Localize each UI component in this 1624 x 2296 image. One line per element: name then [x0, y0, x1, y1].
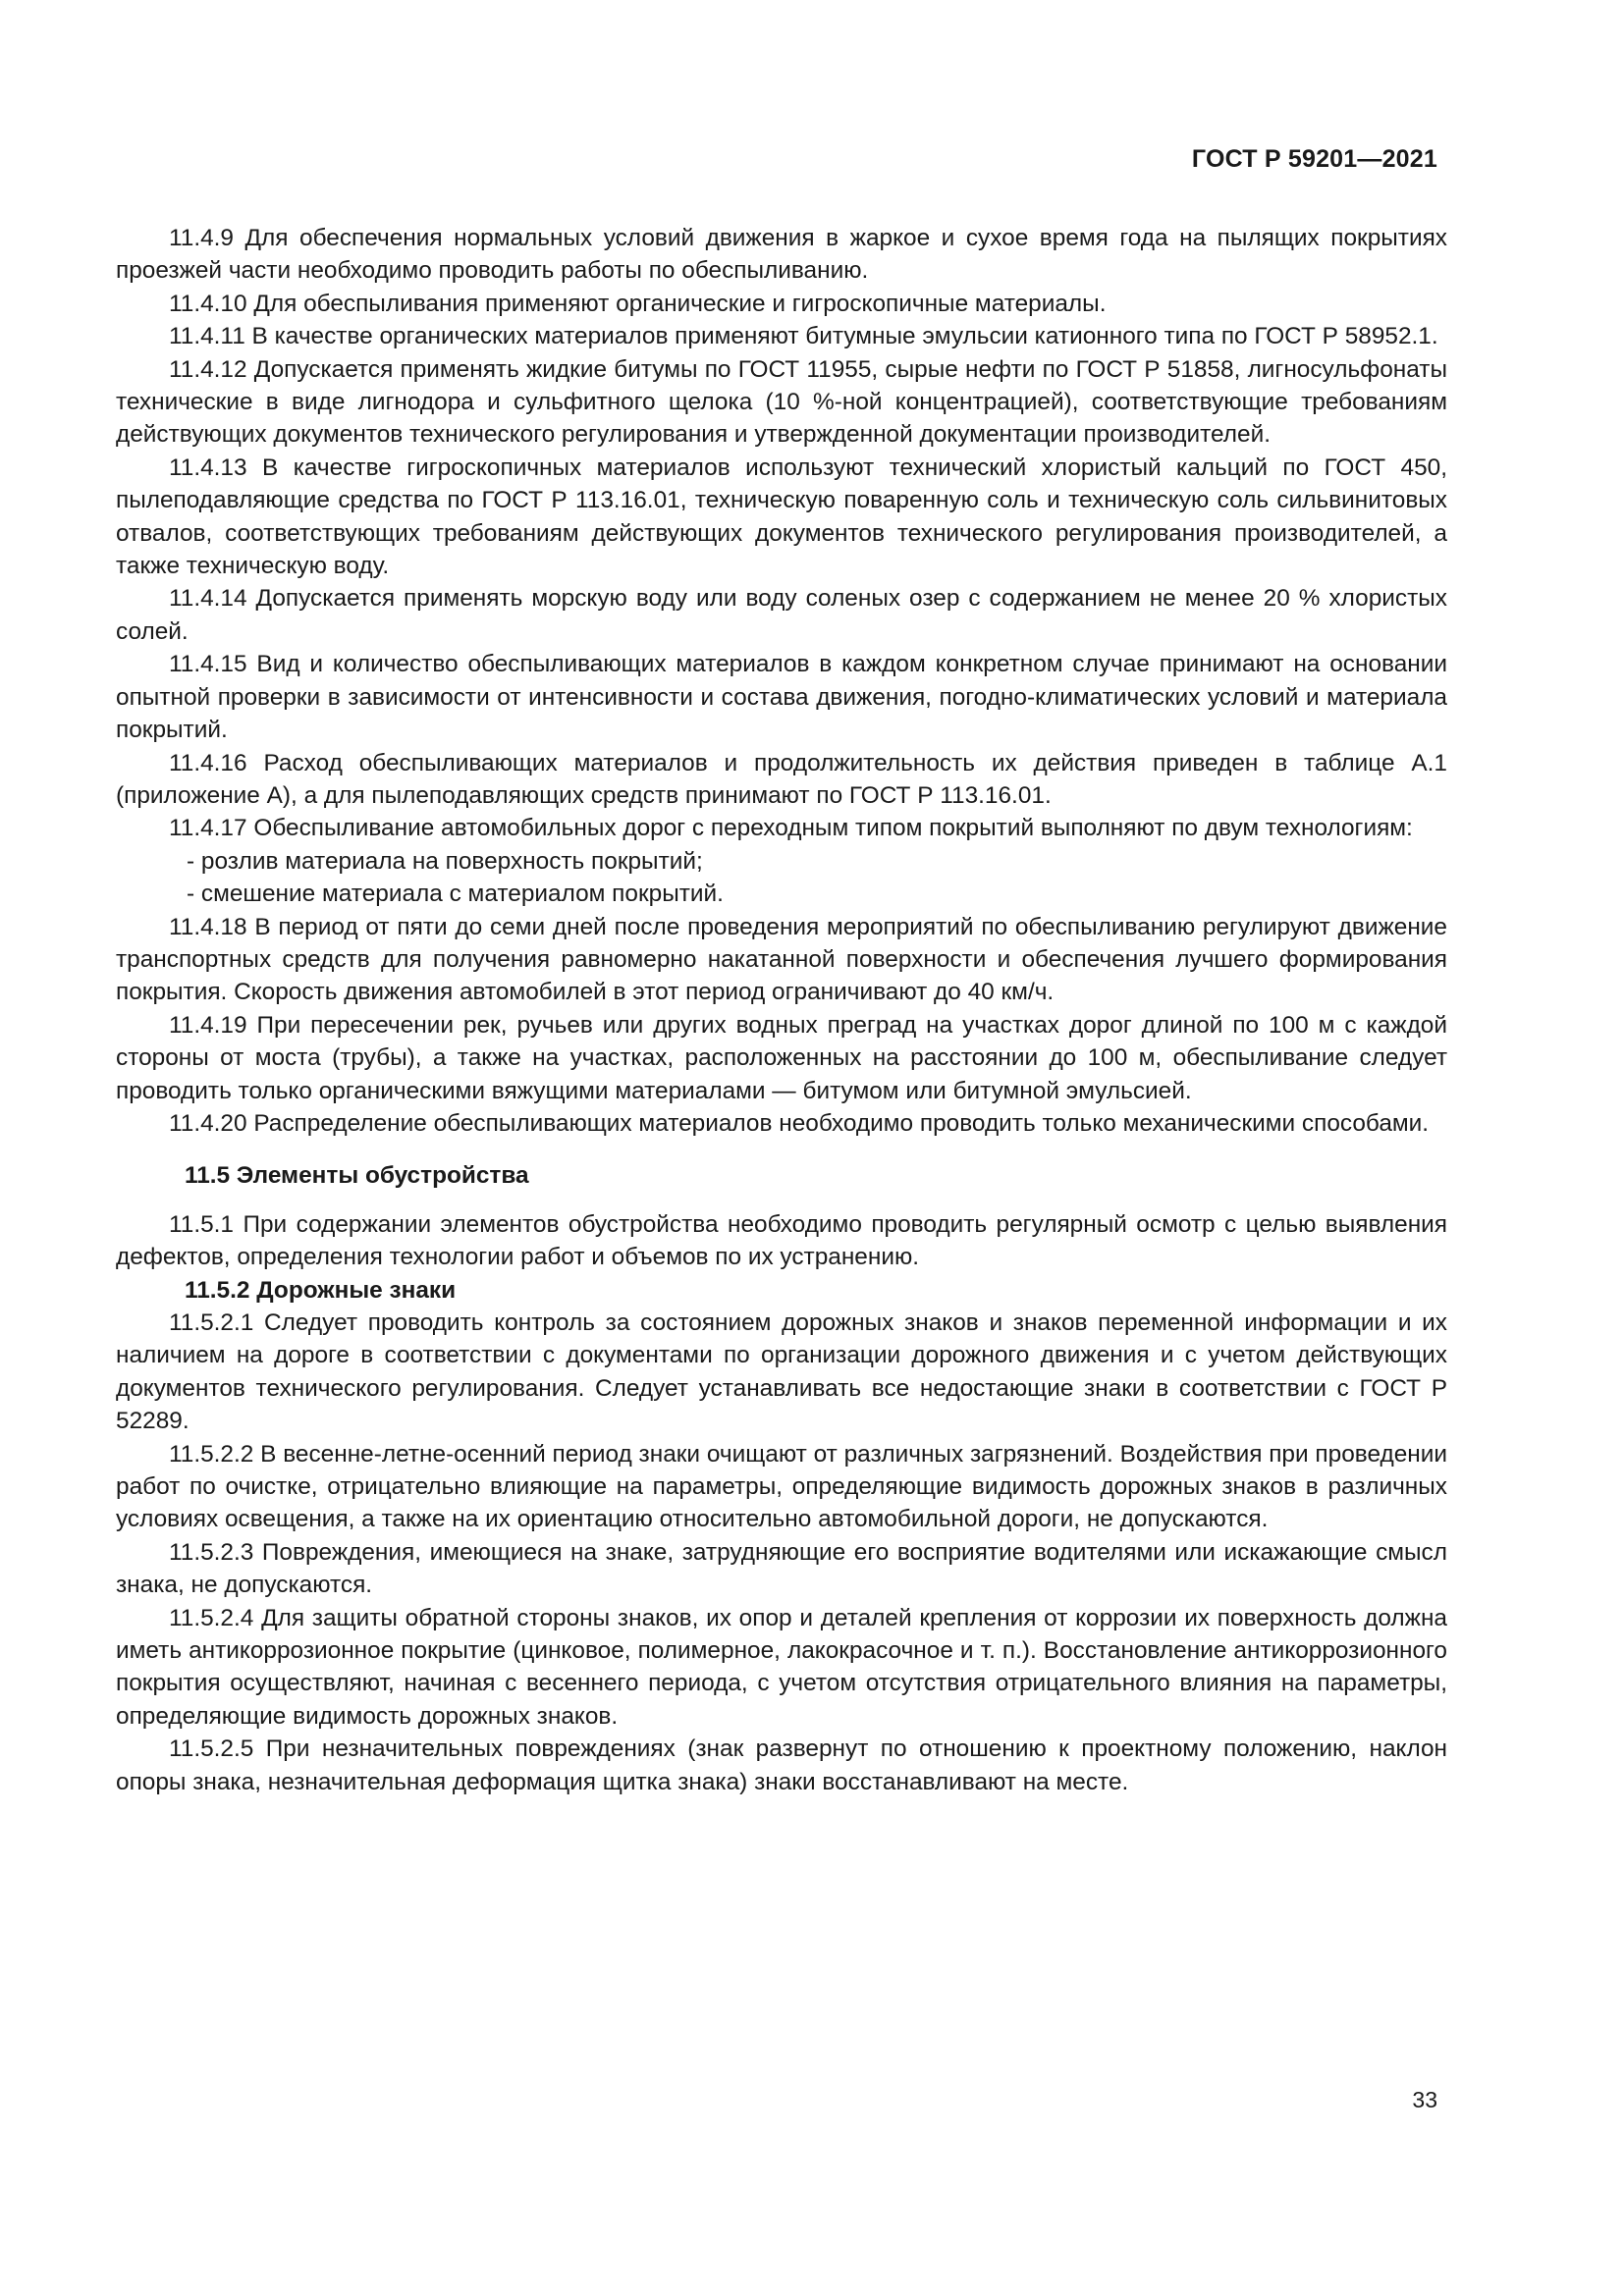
paragraph-11-5-1: 11.5.1 При содержании элементов обустройства необходимо проводить регулярный осмотр с целью выявления дефектов, определения технологии работ и объемов по их устранению. [116, 1210, 1447, 1271]
paragraph-11-5-2-4: 11.5.2.4 Для защиты обратной стороны знаков, их опор и деталей крепления от коррозии их поверхность должна иметь антикоррозионное покрытие (цинковое, полимерное, лакокрасочное и т. п.). Восстановление антикоррозионного покрытия осуществляют, начиная с весеннего периода, с учетом отсутствия отрицательного влияния на параметры, определяющие видимость дорожных знаков. [116, 1604, 1447, 1730]
page-body [116, 222, 1447, 1798]
paragraph-11-4-17: 11.4.17 Обеспыливание автомобильных дорог с переходным типом покрытий выполняют по двум технологиям: [169, 815, 1413, 842]
paragraph-11-4-18: 11.4.18 В период от пяти до семи дней после проведения мероприятий по обеспыливанию регулируют движение транспортных средств для получения равномерно накатанной поверхности и обеспечения лучшего формирования покрытия. Скорость движения автомобилей в этот период ограничивают до 40 км/ч. [116, 913, 1447, 1006]
paragraph-11-5-2-5: 11.5.2.5 При незначительных повреждениях (знак развернут по отношению к проектному положению, наклон опоры знака, незначительная деформация щитка знака) знаки восстанавливают на месте. [116, 1735, 1447, 1795]
document-id-header: ГОСТ Р 59201—2021 [1191, 145, 1437, 173]
paragraph-11-4-20: 11.4.20 Распределение обеспыливающих материалов необходимо проводить только механическими способами. [169, 1109, 1430, 1137]
paragraph-11-4-15: 11.4.15 Вид и количество обеспыливающих материалов в каждом конкретном случае принимают на основании опытной проверки в зависимости от интенсивности и состава движения, погодно-климатических условий и материала покрытий. [116, 651, 1447, 744]
section-heading-11-5: 11.5 Элементы обустройства [185, 1162, 529, 1190]
page-number: 33 [1412, 2087, 1437, 2112]
subsection-heading-11-5-2: 11.5.2 Дорожные знаки [185, 1276, 457, 1304]
paragraph-11-4-11: 11.4.11 В качестве органических материалов применяют битумные эмульсии катионного типа по ГОСТ Р 58952.1. [169, 323, 1438, 350]
paragraph-11-5-2-2: 11.5.2.2 В весенне-летне-осенний период знаки очищают от различных загрязнений. Воздействия при проведении работ по очистке, отрицательно влияющие на параметры, определяющие видимость дорожных знаков в различных условиях освещения, а также на их ориентацию относительно автомобильной дороги, не допускаются. [116, 1440, 1447, 1533]
paragraph-11-4-16: 11.4.16 Расход обеспыливающих материалов и продолжительность их действия приведен в таблице А.1 (приложение А), а для пылеподавляющих средств принимают по ГОСТ Р 113.16.01. [116, 749, 1447, 809]
paragraph-11-4-10: 11.4.10 Для обеспыливания применяют органические и гигроскопичные материалы. [169, 290, 1107, 317]
paragraph-11-4-14: 11.4.14 Допускается применять морскую воду или воду соленых озер с содержанием не менее 20 % хлористых солей. [116, 585, 1447, 645]
list-item: - смешение материала с материалом покрытий. [187, 881, 724, 908]
paragraph-11-4-9: 11.4.9 Для обеспечения нормальных условий движения в жаркое и сухое время года на пылящих покрытиях проезжей части необходимо проводить работы по обеспыливанию. [116, 225, 1447, 285]
paragraph-11-4-13: 11.4.13 В качестве гигроскопичных материалов используют технический хлористый кальций по ГОСТ 450, пылеподавляющие средства по ГОСТ Р 113.16.01, техническую поваренную соль и техническую соль сильвинитовых отвалов, соответствующих требованиям действующих документов технического регулирования производителей, а также техническую воду. [116, 454, 1447, 580]
paragraph-11-4-19: 11.4.19 При пересечении рек, ручьев или других водных преград на участках дорог длиной по 100 м с каждой стороны от моста (трубы), а также на участках, расположенных на расстоянии до 100 м, обеспыливание следует проводить только органическими вяжущими материалами — битумом или битумной эмульсией. [116, 1011, 1447, 1104]
paragraph-11-5-2-1: 11.5.2.1 Следует проводить контроль за состоянием дорожных знаков и знаков переменной информации и их наличием на дороге в соответствии с документами по организации дорожного движения и с учетом действующих документов технического регулирования. Следует устанавливать все недостающие знаки в соответствии с ГОСТ Р 52289. [116, 1309, 1447, 1435]
list-item: - розлив материала на поверхность покрытий; [187, 847, 703, 875]
paragraph-11-4-12: 11.4.12 Допускается применять жидкие битумы по ГОСТ 11955, сырые нефти по ГОСТ Р 51858, лигносульфонаты технические в виде лигнодора и сульфитного щелока (10 %-ной концентрацией), соответствующие требованиям действующих документов технического регулирования и утвержденной документации производителей. [116, 355, 1447, 449]
paragraph-11-5-2-3: 11.5.2.3 Повреждения, имеющиеся на знаке, затрудняющие его восприятие водителями или искажающие смысл знака, не допускаются. [116, 1538, 1447, 1599]
